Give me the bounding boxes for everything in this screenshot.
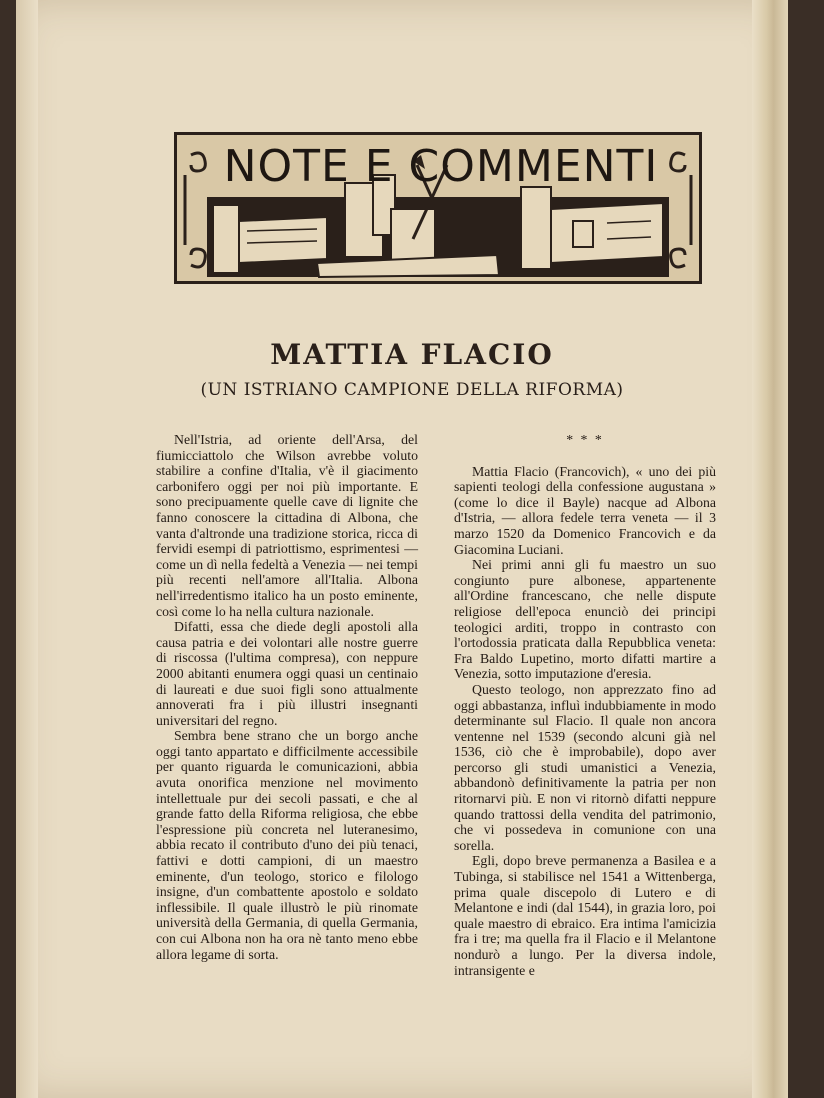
banner-title: NOTE E COMMENTI: [223, 141, 659, 192]
paragraph: Nei primi anni gli fu maestro un suo congiunto pure albonese, appartenente all'Ordine francescano, che nelle dispute religiose dell'epoca enunciò dei principi teologici arditi, troppo in contrasto con l'ortodossia praticata dalla Repubblica veneta: Fra Baldo Lupetino, morto difatti martire a Venezia, sotto imputazione d'eresia.: [454, 557, 716, 682]
paragraph: Difatti, essa che diede degli apostoli alla causa patria e dei volontari alle nostre guerre di riscossa (l'ultima compresa), con neppure 2000 abitanti enumera oggi quasi un centinaio di laureati e due suoi figli sono attualmente annoverati fra i più illustri insegnanti universitari del regno.: [156, 619, 418, 728]
left-column: [156, 432, 418, 962]
page-right-edge: [752, 0, 788, 1098]
paragraph: Egli, dopo breve permanenza a Basilea e a Tubinga, si stabilisce nel 1541 a Wittenberga, prima quale discepolo di Lutero e di Melantone e indi (dal 1544), in grazia loro, poi quale maestro di ebraico. Era intima l'amicizia fra i tre; ma quella fra il Flacio e il Melantone nondurò a lungo. Per la diversa indole, intransigente e: [454, 853, 716, 978]
right-column: [454, 432, 716, 978]
article-title: MATTIA FLACIO: [270, 338, 554, 371]
section-banner: [174, 132, 702, 284]
paragraph: Questo teologo, non apprezzato fino ad oggi abbastanza, influì indubbiamente in modo determinante sul Flacio. Il quale non ancora ventenne nel 1539 (secondo alcuni già nel 1536, ciò che è improbabile), dopo aver percorso gli studi umanistici a Venezia, abbandonò definitivamente la patria per non ritornarvi più. E non vi ritornò difatti neppure quando trattossi della vendita del patrimonio, che vi possedeva in comunione con una sorella.: [454, 681, 716, 853]
paragraph: Nell'Istria, ad oriente dell'Arsa, del fiumicciattolo che Wilson avrebbe voluto stabilire a confine d'Italia, v'è il giacimento carbonifero oggi per noi più importante. E sono precipuamente quelle cave di lignite che fanno conoscere la cittadina di Albona, che vanta d'altronde una tradizione storica, ricca di fervidi esempi di patriottismo, esprimentesi — come un dì nella fedeltà a Venezia — nei tempi più recenti nell'amore all'Italia. Albona nell'irredentismo italico ha un posto eminente, così come lo ha nella cultura nazionale.: [156, 432, 418, 619]
article-subtitle: (UN ISTRIANO CAMPIONE DELLA RIFORMA): [200, 380, 624, 400]
page-left-edge: [16, 0, 38, 1098]
paragraph: Sembra bene strano che un borgo anche oggi tanto appartato e difficilmente accessibile per quanto riguarda le comunicazioni, abbia avuta onorifica menzione nel movimento intellettuale pur dei secoli passati, e che al grande fatto della Riforma religiosa, che ebbe l'espressione più concreta nel luteranesimo, abbia recato il contributo d'uno dei più tenaci, fattivi e dotti campioni, di un maestro eminente, d'un teologo, storico e filologo insigne, d'un combattente apostolo e soldato inflessibile. Il quale illustrò le più rinomate università della Germania, di quella Germania, con cui Albona non ha ora nè tanto meno ebbe allora legame di sorta.: [156, 728, 418, 962]
paragraph: Mattia Flacio (Francovich), « uno dei più sapienti teologi della confessione augustana » (come lo dice il Bayle) nacque ad Albona d'Istria, — allora fedele terra veneta — il 3 marzo 1520 da Domenico Francovich e da Giacomina Luciani.: [454, 463, 716, 557]
section-separator: * * *: [566, 432, 604, 447]
